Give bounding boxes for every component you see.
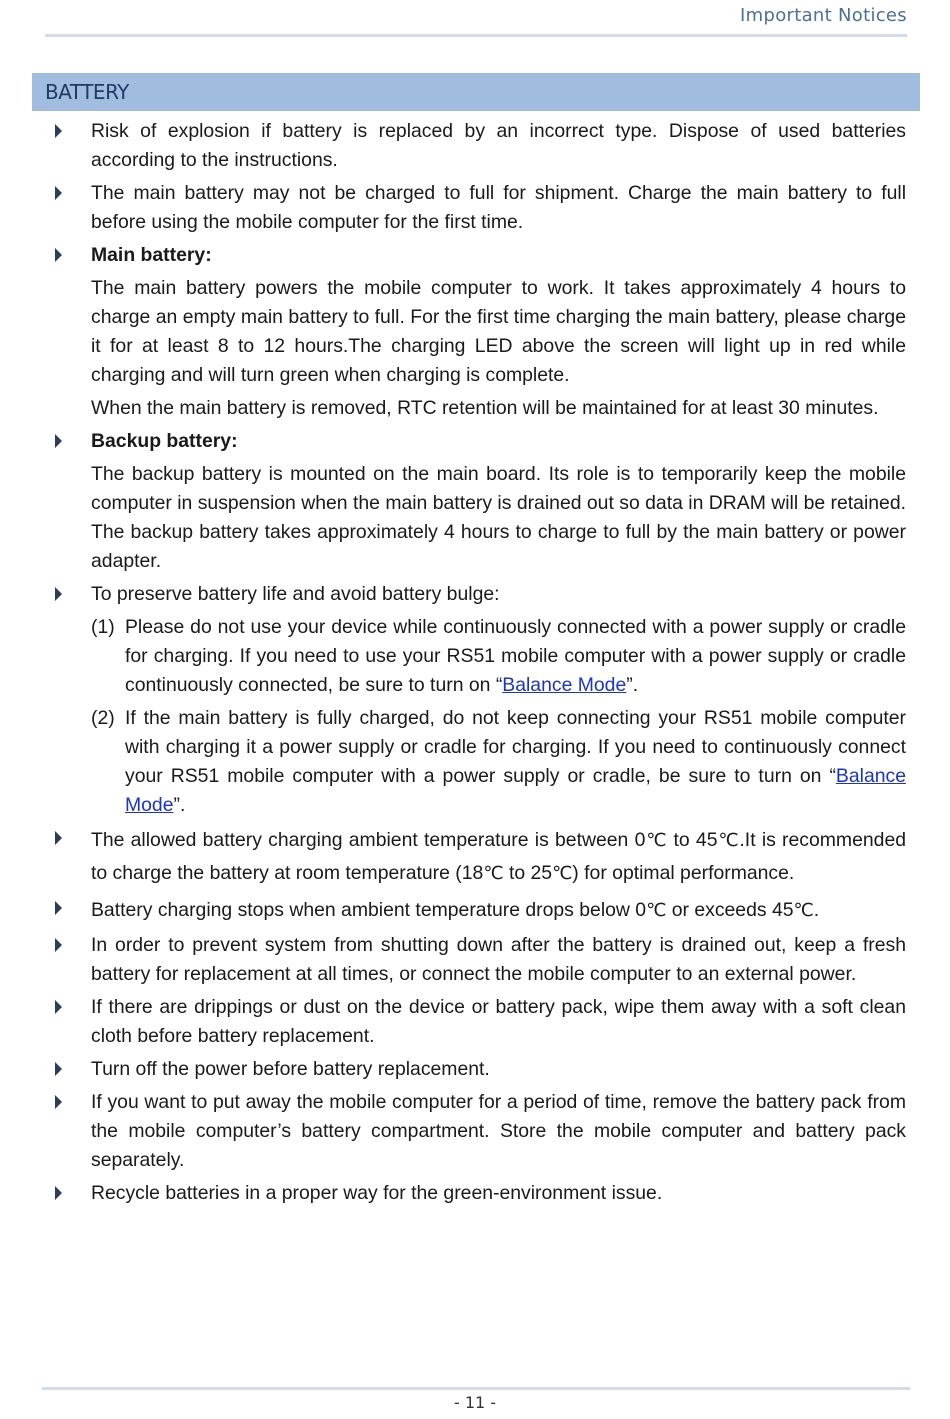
section-header-band [32, 73, 920, 111]
sub-item-number: (2) [91, 707, 115, 729]
item-text: Turn off the power before battery replacement. [91, 1058, 490, 1080]
list-item [91, 117, 906, 175]
sub-item [91, 704, 906, 820]
list-item [91, 1055, 906, 1084]
sub-item-text-end: ”. [626, 674, 639, 696]
celsius-symbol: ℃ [552, 863, 573, 884]
text-run: The allowed battery charging ambient temperature is between 0 [91, 829, 646, 851]
bullet-arrow-icon [55, 587, 62, 601]
text-run: to 25 [503, 862, 553, 884]
footer-divider [42, 1387, 910, 1390]
text-run: to 45 [667, 829, 718, 851]
item-text: To preserve battery life and avoid battery bulge: [91, 583, 500, 605]
sub-item-text [125, 613, 906, 700]
battery-notice-list [0, 117, 950, 1212]
item-heading: Backup battery: [91, 430, 238, 452]
item-text: The main battery may not be charged to full for shipment. Charge the main battery to full before using the mobile computer for the first time. [91, 182, 906, 233]
list-item [91, 580, 906, 820]
bullet-arrow-icon [55, 1186, 62, 1200]
item-text: The backup battery is mounted on the main board. Its role is to temporarily keep the mobile computer in suspension when the main battery is drained out so data in DRAM will be retained. The backup battery takes approximately 4 hours to charge to full by the main battery or power adapter. [91, 463, 906, 572]
bullet-arrow-icon [55, 1095, 62, 1109]
item-text: If you want to put away the mobile computer for a period of time, remove the battery pack from the mobile computer’s battery compartment. Store the mobile computer and battery pack separately. [91, 1091, 906, 1171]
sub-item-text-end: ”. [173, 794, 186, 816]
bullet-arrow-icon [55, 1062, 62, 1076]
list-item [91, 427, 906, 576]
list-item [91, 993, 906, 1051]
sub-item-number: (1) [91, 616, 115, 638]
list-item [91, 824, 906, 890]
sub-item-text [125, 704, 906, 820]
bullet-arrow-icon [55, 124, 62, 138]
item-text: Risk of explosion if battery is replaced by an incorrect type. Dispose of used batteries according to the instructions. [91, 120, 906, 171]
page-header-title: Important Notices [740, 5, 907, 26]
item-text: In order to prevent system from shutting down after the battery is drained out, keep a fresh battery for replacement at all times, or connect the mobile computer to an external power. [91, 934, 906, 985]
list-item [91, 241, 906, 423]
list-item [91, 894, 906, 927]
item-text: Recycle batteries in a proper way for the green-environment issue. [91, 1182, 663, 1204]
celsius-symbol: ℃ [717, 830, 740, 851]
item-text: If there are drippings or dust on the device or battery pack, wipe them away with a soft clean cloth before battery replacement. [91, 996, 906, 1047]
celsius-symbol: ℃ [483, 863, 504, 884]
text-run: Battery charging stops when ambient temperature drops below 0 [91, 899, 647, 921]
balance-mode-link[interactable]: Balance Mode [502, 674, 627, 696]
bullet-arrow-icon [55, 938, 62, 952]
item-heading: Main battery: [91, 244, 212, 266]
page-number: - 11 - [453, 1393, 497, 1412]
list-item [91, 1088, 906, 1175]
section-title: BATTERY [45, 80, 129, 104]
bullet-arrow-icon [55, 901, 62, 915]
sub-item-text-body: Please do not use your device while continuously connected with a power supply or cradle for charging. If you need to use your RS51 mobile computer with a power supply or cradle continuously connected, be sure to turn on “ [125, 616, 906, 696]
celsius-symbol: ℃ [645, 830, 668, 851]
celsius-symbol: ℃ [793, 900, 814, 921]
celsius-symbol: ℃ [646, 900, 667, 921]
bullet-arrow-icon [55, 1000, 62, 1014]
list-item [91, 1179, 906, 1208]
list-item [91, 179, 906, 237]
balance-mode-link[interactable]: Balance Mode [125, 765, 906, 816]
sub-item-text-body: If the main battery is fully charged, do not keep connecting your RS51 mobile computer with charging it a power supply or cradle for charging. If you need to continuously connect your RS51 mobile computer with a power supply or cradle, be sure to turn on “ [125, 707, 906, 787]
item-text: The main battery powers the mobile computer to work. It takes approximately 4 hours to charge an empty main battery to full. For the first time charging the main battery, please charge it for at least 8 to 12 hours.The charging LED above the screen will light up in red while charging and will turn green when charging is complete. [91, 277, 906, 386]
text-run: . [813, 899, 820, 921]
header-divider [45, 34, 907, 37]
list-item [91, 931, 906, 989]
sub-item [91, 613, 906, 700]
text-run: ) for optimal performance. [572, 862, 795, 884]
bullet-arrow-icon [55, 434, 62, 448]
item-text [91, 824, 906, 890]
item-text: When the main battery is removed, RTC retention will be maintained for at least 30 minutes. [91, 397, 879, 419]
bullet-arrow-icon [55, 248, 62, 262]
bullet-arrow-icon [55, 831, 62, 845]
bullet-arrow-icon [55, 186, 62, 200]
item-text [91, 894, 906, 927]
text-run: .It is recommended to charge the battery at room temperature (18 [91, 829, 907, 884]
text-run: or exceeds 45 [666, 899, 794, 921]
